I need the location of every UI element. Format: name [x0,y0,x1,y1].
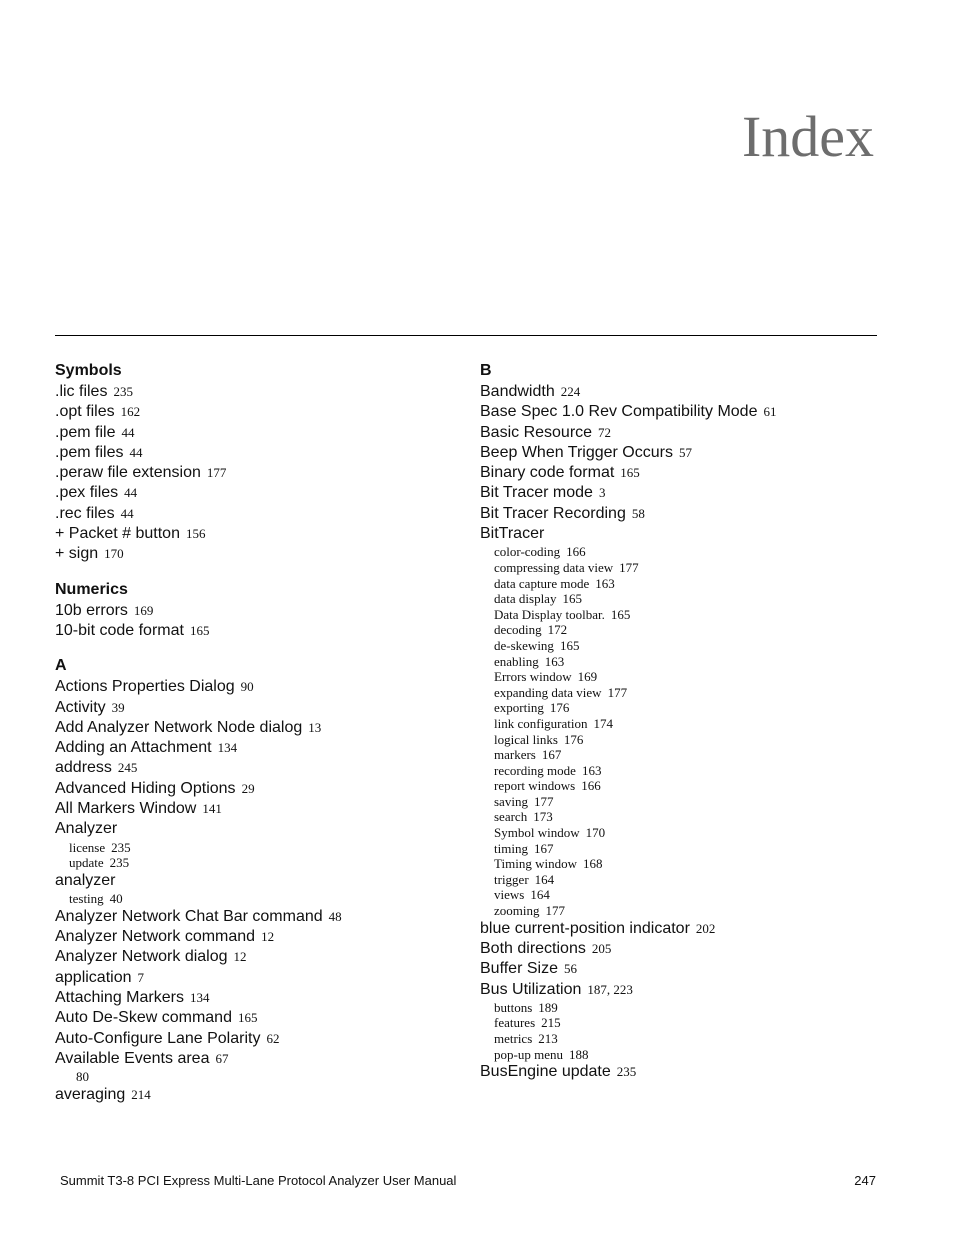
index-subterm: pop-up menu [494,1046,563,1062]
page-reference: 44 [120,505,134,521]
index-subterm: color-coding [494,544,561,560]
index-subentry [480,1015,890,1031]
index-subterm: metrics [494,1031,533,1046]
page-reference: 12 [261,929,275,945]
page-reference: 165 [237,1010,258,1026]
index-column-left [55,360,465,1119]
index-term: BusEngine update [480,1063,611,1081]
page-reference: 235 [111,839,131,855]
index-term: Auto-Configure Lane Polarity [55,1029,261,1047]
index-term: + Packet # button [55,525,180,543]
page-reference: 176 [549,700,570,716]
page-reference: 13 [308,719,322,735]
page-reference: 172 [547,622,568,638]
index-subterm: Data Display toolbar. [494,606,605,622]
index-subterm: Symbol window [494,825,580,841]
page-reference: 235 [113,384,133,399]
page-reference: 167 [541,747,562,763]
index-entry [55,601,465,621]
index-entry [55,621,465,641]
index-subterm: license [69,839,106,855]
page-reference: 187, 223 [587,981,633,997]
index-entry [480,443,890,463]
index-subentry [480,607,890,623]
index-term: Buffer Size [480,960,558,978]
index-term: Analyzer Network command [55,928,256,946]
index-term: All Markers Window [55,800,197,818]
index-subentry [480,841,890,857]
page-reference: 165 [562,591,582,607]
index-term: .lic files [55,383,108,400]
index-subentry [480,747,890,763]
footer-manual-title: Summit T3-8 PCI Express Multi-Lane Protocol Analyzer User Manual [60,1173,457,1188]
index-term: Basic Resource [480,423,593,441]
index-entry [55,402,465,422]
index-section [55,360,465,565]
index-entry [55,698,465,718]
index-column-right [480,360,890,1096]
index-term: analyzer [55,871,116,889]
index-entry [480,524,890,544]
index-subterm: compressing data view [494,559,614,575]
page-reference: 7 [137,969,144,985]
index-subentry [480,544,890,560]
page-reference: 189 [538,999,558,1015]
page-reference: 169 [577,669,598,685]
index-subentry [55,840,465,856]
index-subterm: update [69,855,104,871]
page-reference: 177 [206,465,227,481]
index-subentry [480,887,890,903]
page-reference: 67 [215,1050,229,1066]
page-reference: 156 [185,526,206,542]
page-reference: 235 [109,855,130,871]
index-subterm: data display [494,591,557,607]
index-term: Activity [55,698,106,716]
index-entry [55,871,465,891]
index-entry [55,1049,465,1069]
index-subentry [480,638,890,654]
page-reference: 163 [581,762,602,778]
index-term: Base Spec 1.0 Rev Compatibility Mode [480,403,758,421]
page-reference: 134 [217,740,238,756]
page-reference: 176 [563,731,584,747]
index-term: Bandwidth [480,383,555,400]
index-entry [55,544,465,564]
index-term: Bit Tracer Recording [480,504,626,522]
index-entry [55,819,465,839]
index-entry [480,382,890,402]
index-subterm: recording mode [494,762,576,778]
index-entry [55,524,465,544]
section-heading: B [480,362,492,379]
index-term: 10-bit code format [55,621,184,639]
index-entry [55,382,465,402]
index-term: .pem file [55,423,116,441]
page-reference: 170 [104,546,124,562]
index-section [55,655,465,1105]
index-subentry [480,1031,890,1047]
page-reference: 44 [124,485,138,501]
index-term: Attaching Markers [55,988,184,1006]
index-term: Advanced Hiding Options [55,779,236,797]
index-term: Adding an Attachment [55,739,212,757]
index-subentry [480,1047,890,1063]
index-term: Analyzer Network dialog [55,948,228,966]
index-subterm: de-skewing [494,637,554,653]
index-subentry [480,685,890,701]
index-entry [480,959,890,979]
index-term: Actions Properties Dialog [55,678,235,696]
page-reference: 3 [598,485,606,501]
index-subentry [55,891,465,907]
index-section [480,360,890,1082]
index-term: .pem files [55,443,124,461]
index-term: 10b errors [55,601,128,619]
index-subentry [480,903,890,919]
index-subterm: Errors window [494,669,572,685]
page-reference: 245 [117,760,138,776]
page-reference: 214 [131,1086,151,1102]
page-reference: 177 [619,559,639,575]
section-heading: Symbols [55,362,122,379]
index-subterm: timing [494,840,528,856]
index-entry [55,758,465,778]
index-subterm: logical links [494,731,558,747]
index-entry [55,1008,465,1028]
index-entry [55,677,465,697]
page-reference: 163 [595,575,615,591]
index-subterm: features [494,1015,536,1031]
index-subentry [480,591,890,607]
index-term: averaging [55,1085,126,1103]
index-entry [480,483,890,503]
index-term: address [55,759,112,777]
index-subterm: trigger [494,871,529,887]
page-reference: 44 [121,424,135,440]
index-entry [55,1085,465,1105]
page-title: Index [741,104,874,169]
index-term: + sign [55,545,99,563]
index-entry [480,1062,890,1082]
index-subentry [480,716,890,732]
index-term: Beep When Trigger Occurs [480,443,673,461]
index-subterm: zooming [494,903,540,919]
index-term: BitTracer [480,525,545,543]
index-subentry [480,1000,890,1016]
page-reference: 163 [544,653,565,669]
page-reference: 29 [241,780,255,796]
index-subentry [480,669,890,685]
index-term: Analyzer Network Chat Bar command [55,907,323,925]
page-reference: 170 [585,825,606,841]
index-subentry [480,560,890,576]
index-subentry [480,794,890,810]
page-reference: 12 [233,949,247,965]
page-reference: 165 [189,622,210,638]
index-entry [55,779,465,799]
index-subterm: testing [69,891,104,907]
page-reference: 48 [328,908,342,924]
index-subterm: enabling [494,653,539,669]
page-reference: 90 [240,679,254,695]
page-reference-continued: 80 [76,1069,89,1085]
index-subentry [480,872,890,888]
index-subterm: views [494,887,525,903]
index-subterm: link configuration [494,715,588,731]
index-entry [55,504,465,524]
page-reference: 205 [591,940,612,956]
page-reference: 177 [533,793,554,809]
index-entry [480,423,890,443]
index-term: Binary code format [480,464,615,482]
index-entry [55,927,465,947]
index-entry [55,947,465,967]
page-reference: 177 [607,684,628,700]
index-term: Add Analyzer Network Node dialog [55,718,303,736]
title-divider [55,335,877,336]
index-term: .pex files [55,484,119,502]
index-term: blue current-position indicator [480,919,690,937]
page-reference: 134 [189,989,210,1005]
page-reference: 188 [568,1046,589,1062]
page-reference: 177 [545,903,565,919]
index-subterm: expanding data view [494,684,602,700]
index-term: Bus Utilization [480,980,582,998]
page-reference: 202 [695,920,716,936]
index-subterm: saving [494,793,528,809]
index-subterm: exporting [494,700,544,716]
index-entry [480,919,890,939]
index-term: .rec files [55,504,115,522]
page-reference: 44 [129,444,143,460]
index-subentry [480,654,890,670]
page-reference: 213 [538,1031,558,1046]
page-reference: 166 [581,778,601,794]
page-reference: 165 [559,637,580,653]
index-subentry [480,809,890,825]
index-entry [55,907,465,927]
index-term: .opt files [55,403,115,421]
index-entry [480,402,890,422]
page-footer [60,1173,876,1188]
footer-page-number: 247 [854,1173,876,1188]
page-reference: 72 [598,424,612,440]
index-entry [55,423,465,443]
page-reference: 235 [616,1064,637,1080]
page-reference: 167 [533,840,554,856]
page-reference: 40 [109,891,123,907]
index-subentry [480,700,890,716]
page-reference: 215 [541,1015,561,1031]
page-reference: 57 [678,444,692,460]
index-subentry [480,856,890,872]
page-reference: 162 [120,404,141,420]
index-subterm: buttons [494,999,533,1015]
index-entry [55,968,465,988]
index-entry [55,988,465,1008]
index-entry [480,980,890,1000]
index-subterm: data capture mode [494,575,590,591]
page-reference: 61 [763,404,777,420]
page-reference: 56 [563,961,577,977]
page-reference: 39 [111,699,125,715]
index-term: Auto De-Skew command [55,1009,232,1027]
index-subentry [480,732,890,748]
page-reference: 141 [202,801,222,817]
page-reference: 164 [534,871,555,887]
index-subterm: report windows [494,778,576,794]
index-section [55,579,465,642]
page-reference: 174 [593,715,614,731]
index-term: .peraw file extension [55,464,201,482]
index-term: Analyzer [55,820,118,838]
index-subentry [480,622,890,638]
index-subterm: decoding [494,622,542,638]
page-reference: 62 [266,1030,280,1046]
index-entry [55,483,465,503]
index-entry [480,463,890,483]
index-term: Both directions [480,939,586,957]
page-reference: 224 [560,384,581,399]
page-reference: 164 [530,887,550,903]
page-reference: 169 [133,602,154,618]
page-reference: 165 [620,465,640,481]
page-reference: 168 [582,856,603,872]
index-subentry [480,778,890,794]
section-heading: Numerics [55,580,128,598]
index-entry [55,463,465,483]
page-reference: 165 [610,606,631,622]
index-subentry [480,763,890,779]
page-reference: 173 [533,809,553,825]
index-entry [480,939,890,959]
index-subterm: Timing window [494,856,577,872]
page-reference: 58 [631,505,645,521]
index-entry [55,443,465,463]
section-heading: A [55,657,67,675]
index-term: Bit Tracer mode [480,484,593,502]
index-subentry [480,825,890,841]
index-entry [480,504,890,524]
index-entry [55,738,465,758]
index-entry [55,1029,465,1049]
index-subentry [480,576,890,592]
index-subterm: search [494,809,528,825]
index-subterm: markers [494,747,536,763]
index-term: application [55,968,132,986]
index-subentry [55,855,465,871]
index-term: Available Events area [55,1049,210,1067]
index-entry [55,799,465,819]
index-entry [55,718,465,738]
page-reference: 166 [566,544,586,560]
